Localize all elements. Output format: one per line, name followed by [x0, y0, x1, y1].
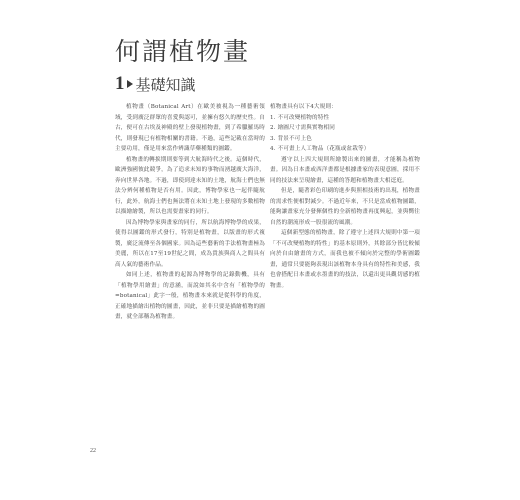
section-number: 1	[115, 73, 125, 94]
paragraph: 如同上述，植物畫的起源為博物學的記錄動機，具有「植物學用繪畫」的意涵，而說如其名中含有「植物學的=botanical」此字一般，植物畫本來就是從科學的角度，正確地描繪出植物的圖畫，因此，並非只要是描繪植物的圖畫，就全部稱為植物畫。	[115, 272, 265, 320]
left-column	[115, 102, 265, 323]
rules-intro: 植物畫具有以下4大規則：	[270, 104, 337, 110]
paragraph: 植物畫（Botanical Art）在歐美被視為一種藝術領域，受到廣泛群眾的喜愛與認可，並擁有悠久的歷史性。自古，便可在古埃及神殿的壁上發現植物畫，到了希臘羅馬時代，則發現已有植物相關的書籍。不過，這些記載在當時的主要功用，僅是用來當作辨識草藥種類的圖鑑。	[115, 104, 265, 152]
list-item: 2. 繪圖尺寸需與實物相同	[270, 125, 336, 131]
list-item: 1. 不可改變植物的特性	[270, 114, 330, 121]
paragraph: 因為博物學家與畫家的同行，所以航海博物學的成果，使得以圖鑑的形式發行，特別是植物畫，以版畫的形式複製，廣泛流傳至各個國家。因為這些藝術的手法植物畫極為美麗，所以在17至19世紀之間，成為貴族與商人之間具有高人氣的藝術作品。	[115, 219, 265, 268]
paragraph: 但是，隨著彩色印刷的進步與照相技術的出現，植物畫的需求性便相對減少。不過近年來，不只是當成植物圖鑑，能夠讓畫家充分發揮個性的全新植物畫再度興起，並與嚮往自然的潮流形成一股很流的風潮。	[270, 188, 420, 226]
paragraph: 植物畫的轉捩期則要等到大航海時代之後。這個時代，歐洲強國彼此競爭，為了追求未知的事物而湧越廣大海洋，奔向世界各地。不過，即使到達未知的土地，航海士們也無法分辨何種植物是否有用。因此，博物學家也一起伴隨航行，此外，航海士們也無法將在未知土地上發現的多數植物以描繪繪製，所以也需要畫家的同行。	[115, 156, 265, 215]
page-title: 何謂植物畫	[115, 37, 251, 66]
section-label: 基礎知識	[135, 75, 196, 94]
rules-list	[270, 113, 420, 155]
list-item: 4. 不可畫上人工物品（花瓶或盆栽等）	[270, 146, 370, 152]
triangle-marker-icon	[127, 80, 133, 88]
right-column	[270, 102, 420, 291]
list-item: 3. 背景不可上色	[270, 135, 313, 142]
paragraph: 遵守以上四大規則所繪製出來的圖畫，才能稱為植物畫。因為日本畫或西洋畫都是根據畫家的表現意圖，採用不同的技法來呈現繪畫，這種的答題和植物畫大相逕庭。	[270, 156, 420, 184]
section-heading	[115, 74, 196, 94]
page-number: 22	[90, 448, 96, 454]
paragraph: 這個新型態的植物畫，除了遵守上述四大規則中第一項「不可改變植物的特性」的基本原則外，其餘部分皆比較傾向於自由繪畫的方式，而我也被不傾向於完整的學術圖鑑畫，通常只要能夠表現出該植物本身具有的特性和美感，我也會搭配日本畫或水墨畫的的技法，以還出更具觀切感的植物畫。	[270, 230, 420, 289]
